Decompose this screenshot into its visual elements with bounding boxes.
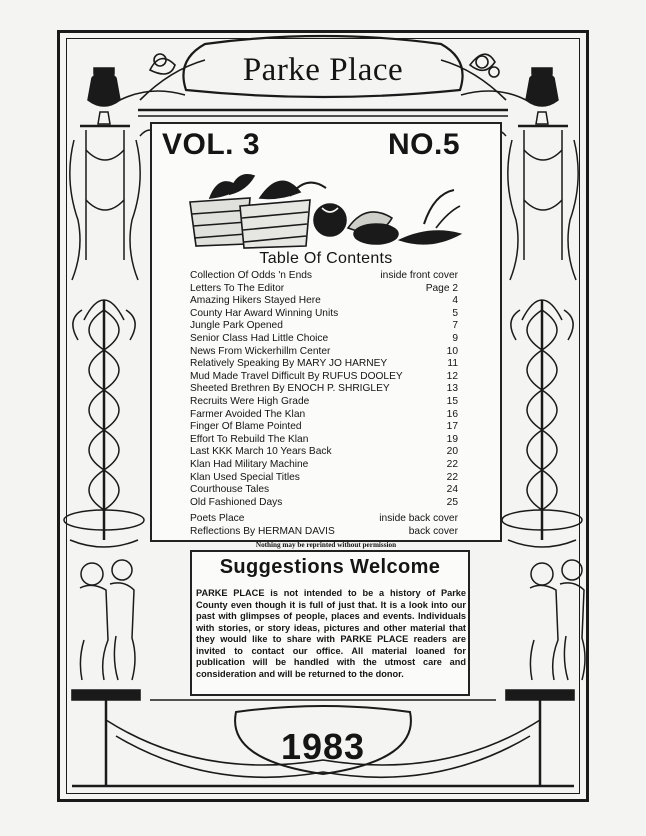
toc-entry-page: inside back cover [379, 513, 458, 525]
suggestions-body: PARKE PLACE is not intended to be a history of Parke County even though it is full of just that. It is a look into our past with glimpses of people, places and events. Individuals with stories, or story ideas, pictures and other material that they would like to share with PARKE PLACE readers are invited to contact our office. All material loaned for publication will be handled with the utmost care and consideration and will be returned to the donor. [196, 588, 466, 679]
toc-entry [190, 409, 458, 422]
suggestions-heading: Suggestions Welcome [219, 556, 441, 578]
right-urn-icon [508, 68, 578, 280]
toc-entry-page: back cover [408, 525, 458, 537]
toc-entry-page: 7 [452, 320, 458, 332]
table-of-contents [190, 270, 458, 538]
toc-entry [190, 513, 458, 526]
toc-entry-title: Amazing Hikers Stayed Here [190, 295, 321, 307]
toc-entry-title: County Har Award Winning Units [190, 307, 339, 319]
toc-entry-page: 11 [447, 358, 458, 370]
year-label: 1983 [280, 726, 366, 767]
toc-entry [190, 497, 458, 510]
toc-entry-page: 22 [446, 458, 458, 470]
permission-note: Nothing may be reprinted without permission [255, 541, 397, 549]
toc-entry-title: Last KKK March 10 Years Back [190, 446, 332, 458]
toc-entry-page: 16 [446, 408, 458, 420]
toc-entry-page: 10 [446, 345, 458, 357]
vegetable-basket-icon [180, 168, 480, 250]
toc-entry-title: Effort To Rebuild The Klan [190, 433, 309, 445]
toc-entry-title: Klan Used Special Titles [190, 471, 300, 483]
toc-entry [190, 446, 458, 459]
toc-entry [190, 459, 458, 472]
toc-entry-page: 5 [452, 307, 458, 319]
toc-entry-page: Page 2 [425, 282, 458, 294]
toc-entry-title: Recruits Were High Grade [190, 395, 310, 407]
magazine-title: Parke Place [242, 52, 404, 88]
toc-entry-page: 9 [452, 332, 458, 344]
toc-entry [190, 484, 458, 497]
toc-entry-page: 13 [446, 383, 458, 395]
toc-entry [190, 333, 458, 346]
toc-entry-title: Collection Of Odds 'n Ends [190, 270, 312, 281]
toc-entry-page: 15 [446, 395, 458, 407]
toc-entry-page: 20 [446, 446, 458, 458]
toc-entry-page: 4 [452, 295, 458, 307]
toc-entry [190, 421, 458, 434]
toc-entry [190, 308, 458, 321]
toc-entry [190, 283, 458, 296]
toc-heading: Table Of Contents [259, 250, 393, 267]
toc-entry-title: Finger Of Blame Pointed [190, 421, 302, 433]
volume-label: VOL. 3 [162, 128, 261, 161]
toc-entry-title: Relatively Speaking By MARY JO HARNEY [190, 358, 388, 370]
toc-entry-title: Klan Had Military Machine [190, 458, 309, 470]
toc-entry-title: Courthouse Tales [190, 484, 270, 496]
toc-entry [190, 383, 458, 396]
toc-entry-page: inside front cover [380, 270, 458, 281]
toc-entry-title: News From Wickerhillm Center [190, 345, 331, 357]
toc-entry-page: 24 [446, 484, 458, 496]
toc-entry-title: Senior Class Had Little Choice [190, 332, 329, 344]
toc-entry-title: Old Fashioned Days [190, 496, 283, 508]
toc-entry [190, 396, 458, 409]
toc-entry-page: 17 [446, 421, 458, 433]
toc-entry-title: Farmer Avoided The Klan [190, 408, 306, 420]
toc-entry-title: Mud Made Travel Difficult By RUFUS DOOLEY [190, 370, 403, 382]
toc-entry-page: 19 [446, 433, 458, 445]
toc-entry-title: Poets Place [190, 513, 245, 525]
toc-entry-page: 22 [446, 471, 458, 483]
toc-entry [190, 371, 458, 384]
left-urn-icon [70, 68, 140, 280]
toc-entry-title: Reflections By HERMAN DAVIS [190, 525, 335, 537]
toc-entry-page: 25 [446, 496, 458, 508]
toc-entry-title: Sheeted Brethren By ENOCH P. SHRIGLEY [190, 383, 390, 395]
toc-entry [190, 270, 458, 283]
toc-entry [190, 320, 458, 333]
toc-entry [190, 358, 458, 371]
toc-entry-title: Jungle Park Opened [190, 320, 283, 332]
toc-entry [190, 434, 458, 447]
toc-entry [190, 526, 458, 539]
toc-entry [190, 295, 458, 308]
toc-entry-page: 12 [446, 370, 458, 382]
issue-number: NO.5 [388, 128, 461, 161]
toc-entry [190, 346, 458, 359]
toc-entry-title: Letters To The Editor [190, 282, 285, 294]
toc-entry [190, 472, 458, 485]
